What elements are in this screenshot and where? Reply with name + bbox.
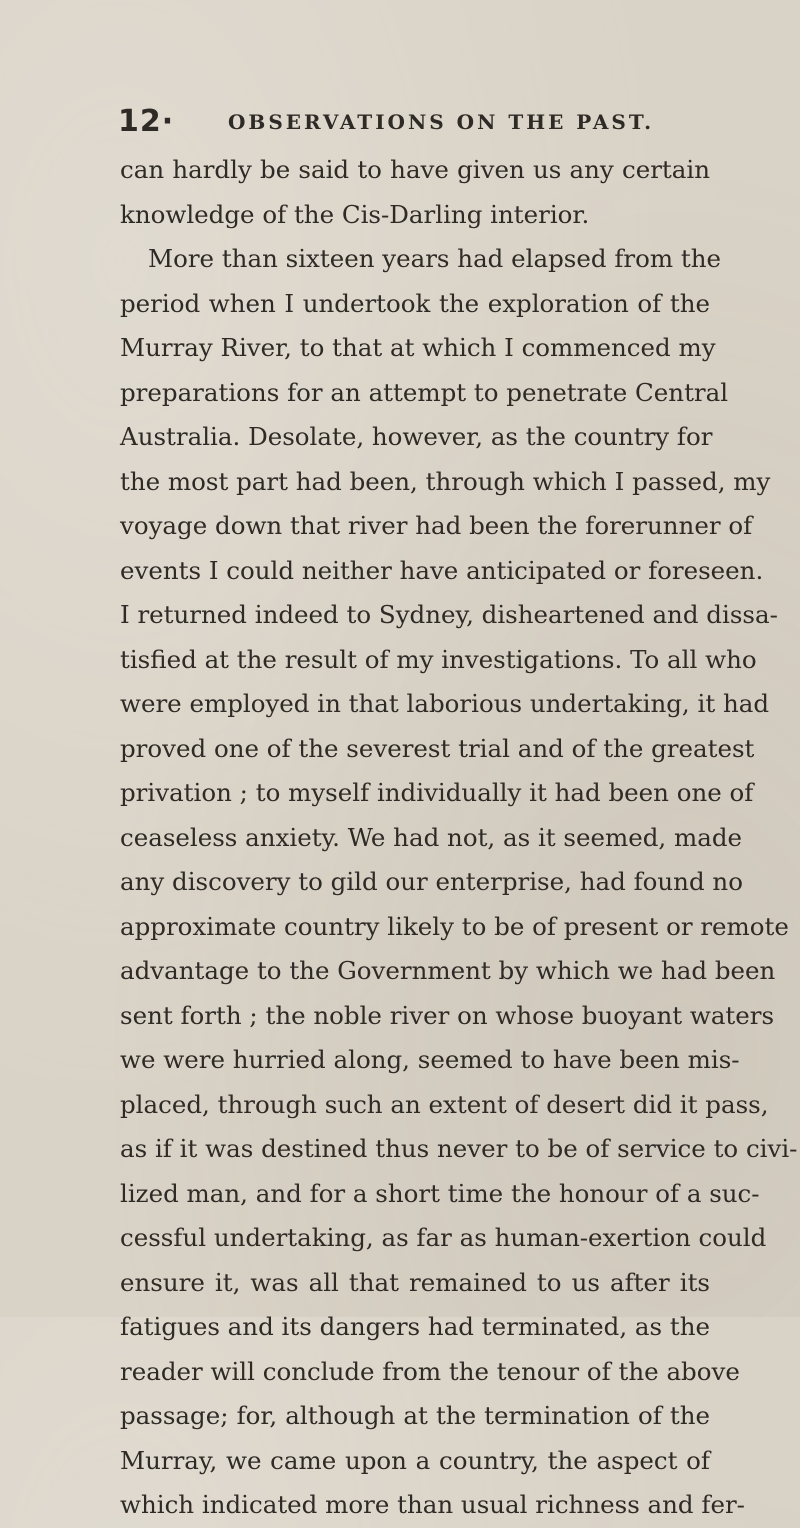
running-head <box>118 104 718 144</box>
text-line: Australia. Desolate, however, as the country for <box>120 422 713 451</box>
text-line: as if it was destined thus never to be of service to civi- <box>120 1134 798 1163</box>
text-line: which indicated more than usual richness and fer- <box>120 1490 745 1519</box>
text-line: I returned indeed to Sydney, disheartened and dissa- <box>120 600 778 629</box>
text-line: passage; for, although at the termination of the <box>120 1401 710 1430</box>
text-line: sent forth ; the noble river on whose buoyant waters <box>120 1000 775 1030</box>
text-line: reader will conclude from the tenour of the above <box>120 1356 740 1386</box>
text-line: events I could neither have anticipated or foreseen. <box>120 555 764 585</box>
text-line: privation ; to myself individually it had been one of <box>120 778 754 807</box>
text-line: advantage to the Government by which we had been <box>120 956 776 985</box>
body-text <box>120 148 798 1528</box>
text-line: cessful undertaking, as far as human-exertion could <box>120 1223 767 1252</box>
text-line: period when I undertook the exploration of the <box>120 288 710 318</box>
text-line: we were hurried along, seemed to have been mis- <box>120 1045 740 1074</box>
text-line: More than sixteen years had elapsed from the <box>148 244 721 273</box>
text-line: can hardly be said to have given us any certain <box>120 155 710 184</box>
text-line: voyage down that river had been the forerunner of <box>120 511 753 540</box>
text-line: ceaseless anxiety. We had not, as it seemed, made <box>120 822 743 852</box>
page-number: 12· <box>118 104 175 139</box>
text-line: ensure it, was all that remained to us after its <box>120 1267 710 1297</box>
text-line: Murray River, to that at which I commenced my <box>120 333 716 362</box>
text-line: fatigues and its dangers had terminated, as the <box>120 1312 710 1341</box>
text-line: proved one of the severest trial and of the greatest <box>120 733 755 763</box>
text-line: approximate country likely to be of present or remote <box>120 911 789 941</box>
text-line: were employed in that laborious undertaking, it had <box>120 689 770 718</box>
text-line: any discovery to gild our enterprise, had found no <box>120 867 743 896</box>
text-line: the most part had been, through which I passed, my <box>120 466 771 496</box>
text-line: knowledge of the Cis-Darling interior. <box>120 199 590 229</box>
text-line: tisfied at the result of my investigations. To all who <box>120 644 757 674</box>
running-title: OBSERVATIONS ON THE PAST. <box>228 110 655 134</box>
text-line: preparations for an attempt to penetrate Central <box>120 377 729 407</box>
text-line: lized man, and for a short time the honour of a suc- <box>120 1178 760 1208</box>
text-line: Murray, we came upon a country, the aspect of <box>120 1445 710 1475</box>
text-line: placed, through such an extent of desert did it pass, <box>120 1089 769 1119</box>
